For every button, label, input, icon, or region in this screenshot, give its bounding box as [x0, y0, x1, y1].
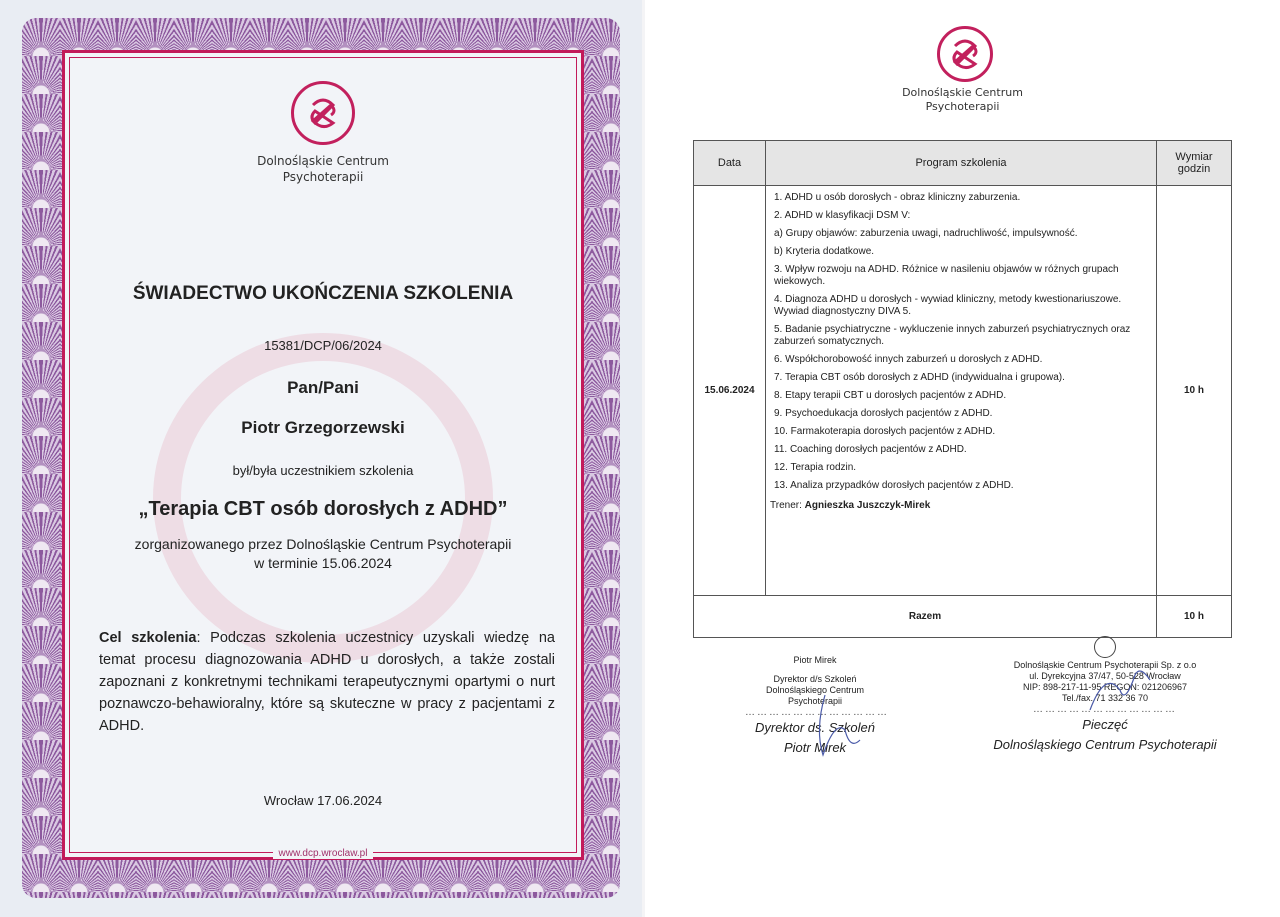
program-item: 9. Psychoedukacja dorosłych pacjentów z ADHD. — [774, 408, 993, 419]
participant-name: Piotr Grzegorzewski — [241, 418, 405, 437]
stamp-line: Piotr Mirek — [793, 655, 837, 665]
program-item: 3. Wpływ rozwoju na ADHD. Różnice w nasileniu objawów w różnych grupach wiekowych. — [774, 264, 1119, 287]
stamp-logo-icon — [1094, 636, 1116, 658]
website — [65, 848, 581, 859]
program-item: 1. ADHD u osób dorosłych - obraz kliniczny zaburzenia. — [774, 192, 1021, 203]
header-program: Program szkolenia — [766, 141, 1157, 186]
program-item: 10. Farmakoterapia dorosłych pacjentów z ADHD. — [774, 426, 996, 437]
hours-cell: 10 h — [1157, 186, 1232, 596]
total-hours: 10 h — [1157, 596, 1232, 638]
table-row — [694, 186, 1232, 596]
certificate-number: 15381/DCP/06/2024 — [264, 338, 382, 353]
website-text: www.dcp.wroclaw.pl — [273, 848, 374, 859]
certificate-title: ŚWIADECTWO UKOŃCZENIA SZKOLENIA — [132, 283, 514, 304]
goal-label: Cel szkolenia — [99, 630, 197, 646]
stamp-line: Dolnośląskie Centrum Psychoterapii Sp. z o.o — [1013, 660, 1197, 670]
director-title: Dyrektor ds. Szkoleń — [755, 720, 875, 735]
stamp-line: NIP: 898-217-11-95 REGON: 021206967 — [1023, 682, 1187, 692]
trainer-name: Agnieszka Juszczyk-Mirek — [804, 500, 931, 511]
program-item: 2. ADHD w klasyfikacji DSM V: — [774, 210, 911, 221]
program-item: 13. Analiza przypadków dorosłych pacjentów z ADHD. — [774, 480, 1014, 491]
program-item: 7. Terapia CBT osób dorosłych z ADHD (indywidualna i grupowa). — [774, 372, 1065, 383]
stamp-line: Tel./fax. 71 332 36 70 — [1061, 693, 1149, 703]
program-item: 11. Coaching dorosłych pacjentów z ADHD. — [774, 444, 967, 455]
program-table — [693, 140, 1232, 638]
org-line: Dolnośląskie Centrum — [257, 154, 389, 168]
training-goal — [99, 627, 555, 737]
program-page — [645, 0, 1280, 917]
header-hours-line: Wymiar — [1175, 151, 1213, 163]
goal-text: : Podczas szkolenia uczestnicy uzyskali wiedzę na temat procesu diagnozowania ADHD u dorosłych, a także zostali zapoznani z konkretnymi technikami terapeutycznymi opartymi o nurt poznawczo-behawioralny, które są skuteczne w pracy z pacjentami z ADHD. — [99, 630, 556, 734]
stamp-line: Dyrektor d/s Szkoleń — [773, 674, 857, 684]
signature-line: ……………………………… — [745, 707, 889, 718]
stamp-signature-scribble — [1085, 660, 1155, 720]
program-item: 4. Diagnoza ADHD u dorosłych - wywiad kliniczny, metody kwestionariuszowe. Wywiad diagnostyczny DIVA 5. — [774, 294, 1122, 317]
trainer — [770, 500, 1156, 512]
logo-icon — [291, 81, 355, 145]
stamp-line: Dolnośląskiego Centrum — [765, 685, 865, 695]
logo-icon — [937, 26, 993, 82]
signature-line: ……………………………… — [1033, 704, 1177, 715]
salutation: Pan/Pani — [287, 378, 359, 397]
director-name: Piotr Mirek — [783, 740, 847, 755]
org-name — [65, 153, 581, 185]
table-header — [694, 141, 1232, 186]
participant-text: był/była uczestnikiem szkolenia — [232, 463, 414, 478]
stamp-label: Pieczęć — [1082, 717, 1128, 732]
place-date: Wrocław 17.06.2024 — [263, 793, 383, 808]
program-item: a) Grupy objawów: zaburzenia uwagi, nadruchliwość, impulsywność. — [774, 228, 1078, 239]
certificate-body — [62, 50, 584, 860]
stamp-line: ul. Dyrekcyjna 37/47, 50-528 Wrocław — [1029, 671, 1181, 681]
program-item: b) Kryteria dodatkowe. — [774, 246, 875, 257]
program-cell — [766, 186, 1157, 596]
organized-by: zorganizowanego przez Dolnośląskie Centrum Psychoterapii — [134, 536, 512, 552]
program-item: 6. Współchorobowość innych zaburzeń u dorosłych z ADHD. — [774, 354, 1043, 365]
trainer-label: Trener: — [770, 500, 805, 511]
stamp-org: Dolnośląskiego Centrum Psychoterapii — [993, 737, 1217, 752]
course-title: „Terapia CBT osób dorosłych z ADHD” — [138, 498, 508, 520]
total-label: Razem — [694, 596, 1157, 638]
header-hours-line: godzin — [1177, 163, 1211, 175]
signature-scribble — [805, 690, 865, 760]
stamp-line: Psychoterapii — [787, 696, 843, 706]
total-row — [694, 596, 1232, 638]
org-line: Dolnośląskie Centrum — [902, 86, 1023, 99]
program-item: 8. Etapy terapii CBT u dorosłych pacjentów z ADHD. — [774, 390, 1007, 401]
org-line: Psychoterapii — [282, 170, 364, 184]
header-date: Data — [694, 141, 766, 186]
program-item: 5. Badanie psychiatryczne - wykluczenie innych zaburzeń psychiatrycznych oraz zaburzeń somatycznych. — [774, 324, 1131, 347]
header-hours — [1157, 141, 1232, 186]
date-cell: 15.06.2024 — [694, 186, 766, 596]
org-name — [645, 86, 1280, 114]
org-line: Psychoterapii — [925, 100, 1000, 113]
term: w terminie 15.06.2024 — [254, 555, 392, 571]
program-item: 12. Terapia rodzin. — [774, 462, 857, 473]
